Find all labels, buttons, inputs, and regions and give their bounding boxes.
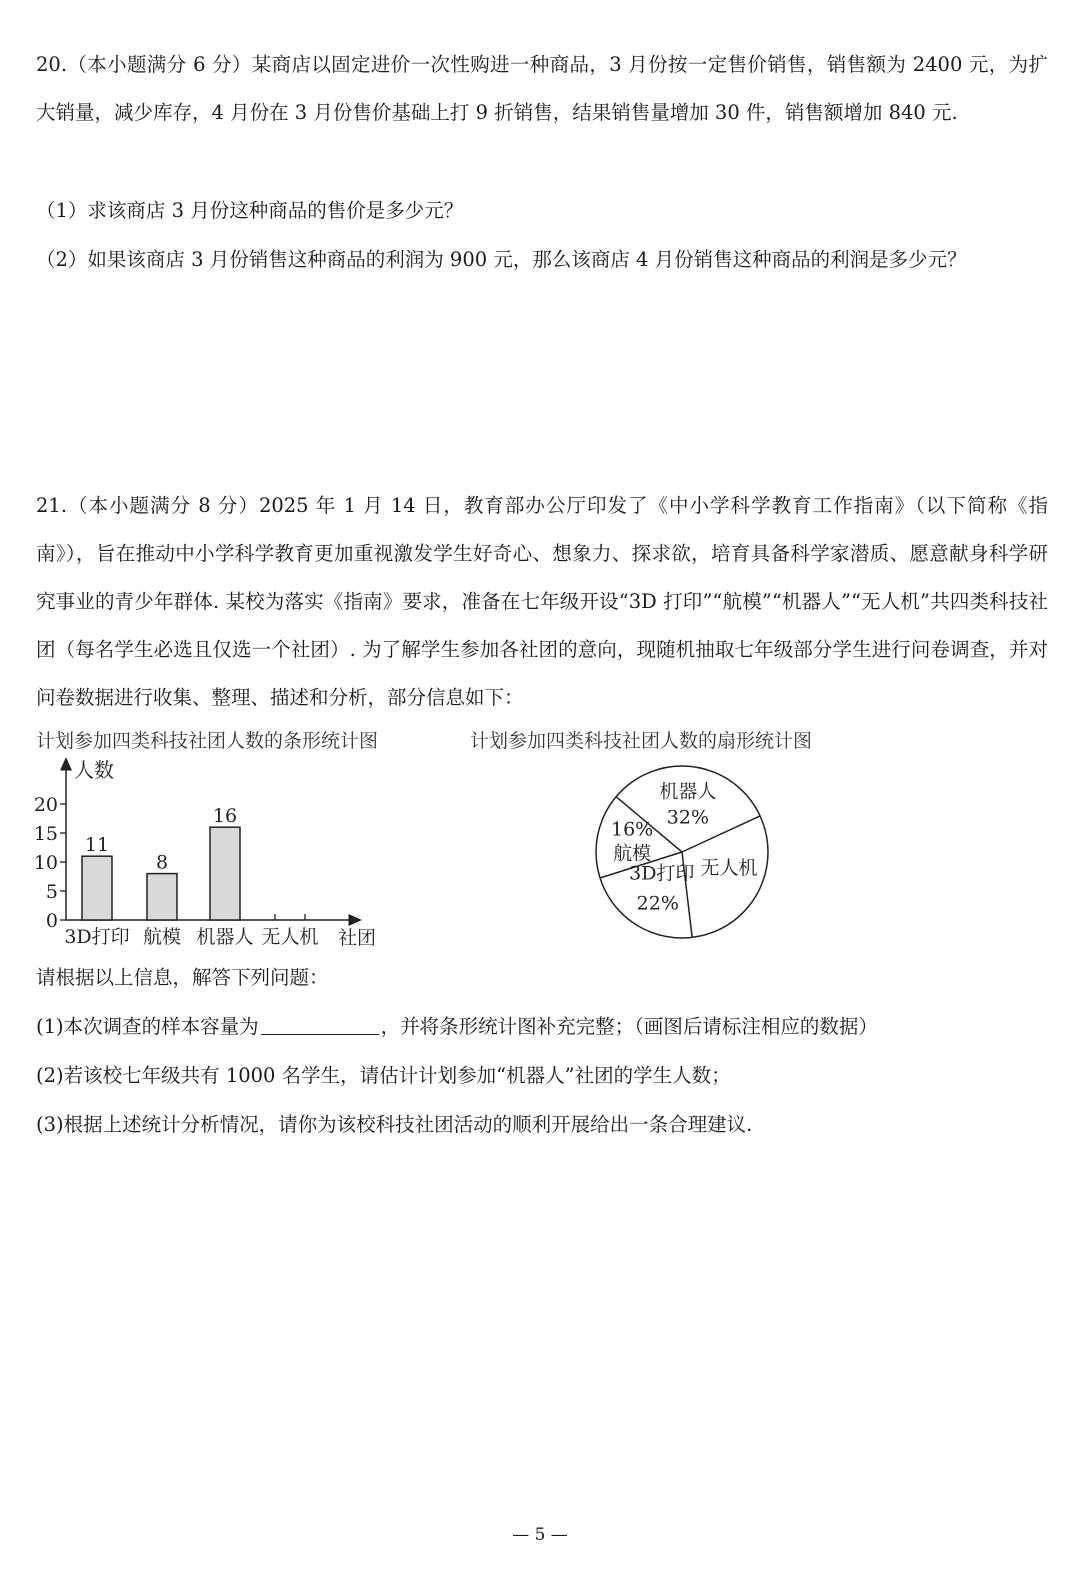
x-tick-label: 航模 — [142, 926, 182, 948]
bar-data-label: 8 — [155, 851, 169, 874]
q21-part1-text-after: ，并将条形统计图补充完整；（画图后请标注相应的数据） — [380, 1015, 878, 1038]
pie-chart-title: 计划参加四类科技社团人数的扇形统计图 — [470, 730, 813, 752]
page-number: — 5 — — [512, 1525, 568, 1545]
bar — [82, 856, 112, 920]
pie-slice-percent: 32% — [666, 806, 710, 829]
pie-slice-label: 机器人 — [659, 780, 717, 803]
x-tick-label: 机器人 — [196, 926, 254, 948]
x-tick-label: 无人机 — [261, 926, 319, 948]
y-tick-label: 5 — [45, 881, 58, 903]
bar — [147, 874, 177, 920]
pie-slice-label: 无人机 — [700, 856, 758, 879]
q21-part2: (2)若该校七年级共有 1000 名学生，请估计计划参加“机器人”社团的学生人数； — [36, 1064, 731, 1087]
q20-stem: 20.（本小题满分 6 分）某商店以固定进价一次性购进一种商品，3 月份按一定售价销售，销售额为 2400 元，为扩大销量，减少库存，4 月份在 3 月份售价基础上打 9 折销售，结果销售量增加 30 件，销售额增加 840 元. — [36, 53, 1048, 124]
y-tick-label: 10 — [33, 852, 58, 874]
y-tick-label: 20 — [33, 794, 58, 816]
q21-part1 — [36, 1012, 1048, 1042]
pie-chart — [590, 760, 780, 945]
x-tick-label: 3D打印 — [64, 926, 130, 948]
bar-chart-title: 计划参加四类科技社团人数的条形统计图 — [36, 730, 379, 752]
bar — [210, 827, 240, 920]
x-axis-label: 社团 — [338, 927, 377, 949]
bar-chart — [30, 755, 400, 955]
q21-prompt: 请根据以上信息，解答下列问题： — [36, 966, 329, 989]
q20-part1: （1）求该商店 3 月份这种商品的售价是多少元？ — [36, 199, 464, 222]
y-tick-label: 15 — [33, 823, 58, 845]
y-tick-label: 0 — [45, 910, 58, 932]
bar-data-label: 16 — [212, 805, 238, 828]
pie-slice-percent: 16% — [611, 818, 654, 841]
q21-stem: 21.（本小题满分 8 分）2025 年 1 月 14 日，教育部办公厅印发了《中小学科学教育工作指南》（以下简称《指南》），旨在推动中小学科学教育更加重视激发学生好奇心、想象力、探求欲，培育具备科学家潜质、愿意献身科学研究事业的青少年群体. 某校为落实《指南》要求，准备在七年级开设“3D 打印”“航模”“机器人”“无人机”共四类科技社团（每名学生必选且仅选一个社团）. 为了解学生参加各社团的意向，现随机抽取七年级部分学生进行问卷调查，并对问卷数据进行收集、整理、描述和分析，部分信息如下： — [36, 494, 1048, 709]
y-axis-label: 人数 — [74, 758, 114, 782]
bar-data-label: 11 — [84, 834, 110, 857]
q21-part3: (3)根据上述统计分析情况，请你为该校科技社团活动的顺利开展给出一条合理建议. — [36, 1113, 753, 1136]
pie-slice-label: 3D打印 — [629, 862, 695, 885]
q21-part1-text: (1)本次调查的样本容量为 — [36, 1015, 259, 1038]
q20-part2: （2）如果该商店 3 月份销售这种商品的利润为 900 元，那么该商店 4 月份销售这种商品的利润是多少元？ — [36, 248, 967, 271]
pie-slice-percent: 22% — [636, 892, 679, 915]
answer-blank[interactable] — [261, 1014, 379, 1035]
pie-slice-label: 航模 — [613, 842, 652, 865]
